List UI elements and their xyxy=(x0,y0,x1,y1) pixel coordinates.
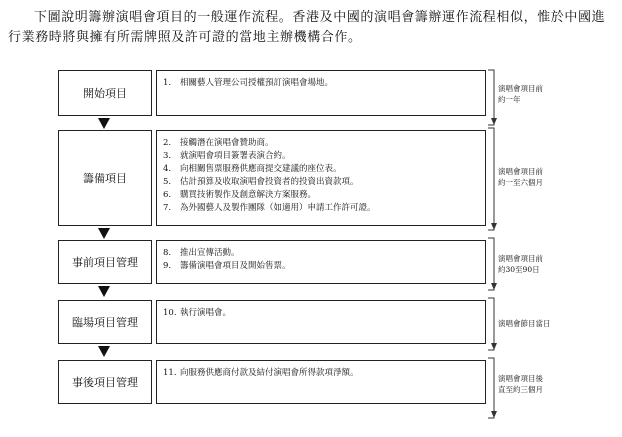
step-number: 6. xyxy=(163,190,172,200)
timing-line: 演唱會項目前 xyxy=(498,254,543,263)
step-text: 向相關售票服務供應商提交建議的座位表。 xyxy=(180,164,342,174)
stage-title: 事前項目管理 xyxy=(72,256,138,269)
bracket-arrowhead xyxy=(491,118,497,125)
step-text: 籌備演唱會項目及開始售票。 xyxy=(180,261,291,271)
timing-bracket xyxy=(488,358,494,418)
step-text: 推出宣傳活動。 xyxy=(180,248,240,258)
timing-line: 直至約三個月 xyxy=(498,385,543,394)
intro-paragraph: 下圖說明籌辦演唱會項目的一般運作流程。香港及中國的演唱會籌辦運作流程相似，惟於中國進行業務時將與擁有所需牌照及許可證的當地主辦機構合作。 xyxy=(8,10,606,45)
step-number: 2. xyxy=(163,138,172,148)
timing-bracket xyxy=(488,298,494,350)
step-text: 就演唱會項目簽署表演合約。 xyxy=(180,151,291,161)
stage-title: 籌備項目 xyxy=(83,172,127,185)
stage-title: 事後項目管理 xyxy=(72,376,138,389)
step-text: 估計預算及收取演唱會投資者的投資出資款項。 xyxy=(180,177,359,187)
step-number: 5. xyxy=(163,177,172,187)
timing-line: 演唱會項目前 xyxy=(498,84,543,93)
step-text: 向服務供應商付款及結付演唱會所得款項淨額。 xyxy=(180,368,359,378)
step-number: 1. xyxy=(163,78,172,88)
step-number: 7. xyxy=(163,203,172,213)
step-text: 執行演唱會。 xyxy=(180,308,232,318)
timing-line: 演唱會節目當日 xyxy=(498,319,551,328)
bracket-arrowhead xyxy=(491,343,497,350)
timing-line: 演唱會項目後 xyxy=(498,374,543,383)
step-text: 為外國藝人及製作團隊（如適用）申請工作許可證。 xyxy=(180,203,376,213)
timing-bracket xyxy=(488,238,494,290)
timing-line: 演唱會項目前 xyxy=(498,167,543,176)
step-text: 接觸潛在演唱會贊助商。 xyxy=(180,138,274,148)
stage-title: 臨場項目管理 xyxy=(72,316,138,329)
bracket-arrowhead xyxy=(491,223,497,230)
step-number: 3. xyxy=(163,151,172,161)
timing-line: 約一年 xyxy=(498,95,521,104)
timing-line: 約一至六個月 xyxy=(498,178,543,187)
step-number: 9. xyxy=(163,261,172,271)
step-text: 相關藝人管理公司授權預訂演唱會場地。 xyxy=(180,78,334,88)
timing-bracket xyxy=(488,128,494,230)
timing-line: 約30至90日 xyxy=(498,265,540,274)
bracket-arrowhead xyxy=(491,411,497,418)
step-number: 11. xyxy=(163,368,177,378)
step-number: 4. xyxy=(163,164,172,174)
stage-title: 開始項目 xyxy=(83,87,127,100)
timing-bracket xyxy=(488,70,494,125)
step-number: 8. xyxy=(163,248,172,258)
bracket-arrowhead xyxy=(491,283,497,290)
step-number: 10. xyxy=(163,308,177,318)
step-text: 購買技術製作及創意解決方案服務。 xyxy=(180,190,317,200)
